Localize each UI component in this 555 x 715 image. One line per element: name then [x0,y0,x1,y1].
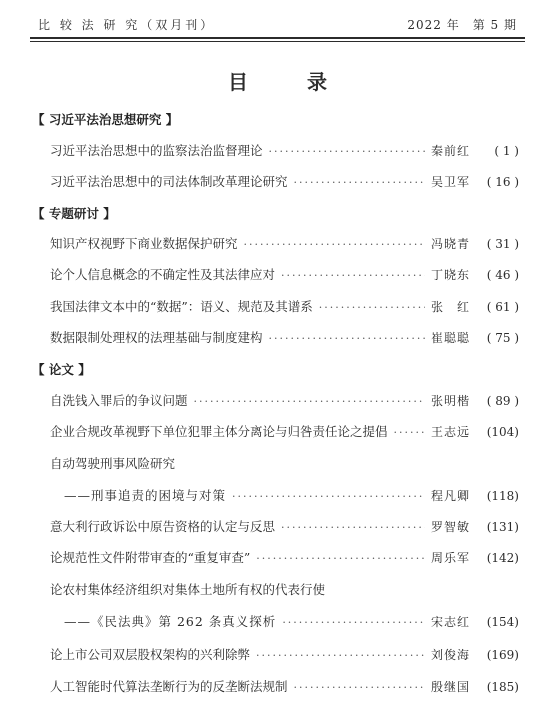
journal-name: 比 较 法 研 究（双月刊） [38,18,216,32]
section-heading: 【 论文 】 [32,362,91,377]
entry-page: ( 16 ) [486,175,519,189]
dot-leader [394,426,425,439]
entry-page: ( 1 ) [494,144,519,158]
dot-leader [232,490,425,503]
entry-author: 刘俊海 [431,648,471,662]
entry-title: 自洗钱入罪后的争议问题 [50,393,188,408]
dot-leader [294,176,425,189]
entry-page: ( 89 ) [486,394,519,408]
entry-author: 王志远 [431,425,471,439]
dot-leader [281,521,425,534]
dot-leader [294,681,425,694]
entry-page: (154) [486,615,519,629]
toc-entry[interactable] [50,645,519,663]
entry-page: (185) [486,680,519,694]
entry-author: 张 红 [431,300,471,314]
page-title: 目 录 [228,70,353,94]
entry-page: (142) [486,551,519,565]
header-rule-thick [30,37,525,39]
entry-author: 吴卫军 [431,175,471,189]
entry-title: 论规范性文件附带审查的“重复审查” [50,550,251,565]
entry-author: 崔聪聪 [431,331,471,345]
entry-author: 周乐军 [431,551,471,565]
dot-leader [282,616,425,629]
entry-subtitle: ——刑事追责的困境与对策 [64,488,227,503]
entry-title: 习近平法治思想中的监察法治监督理论 [50,143,263,158]
toc-entry[interactable] [50,297,519,315]
entry-title: 习近平法治思想中的司法体制改革理论研究 [50,174,288,189]
toc-entry[interactable] [50,234,519,252]
dot-leader [269,332,425,345]
entry-page: ( 46 ) [486,268,519,282]
entry-subtitle: ——《民法典》第 262 条真义探析 [64,614,277,629]
entry-page: ( 61 ) [486,300,519,314]
toc-entry[interactable] [50,141,519,159]
entry-page: (169) [486,648,519,662]
entry-main-title[interactable]: 自动驾驶刑事风险研究 [50,456,176,471]
entry-title: 论个人信息概念的不确定性及其法律应对 [50,267,276,282]
toc-entry[interactable] [64,612,519,630]
entry-title: 数据限制处理权的法理基础与制度建构 [50,330,263,345]
toc-entry[interactable] [50,265,519,283]
entry-title: 人工智能时代算法垄断行为的反垄断法规制 [50,679,288,694]
toc-entry[interactable] [50,422,519,440]
dot-leader [269,145,425,158]
entry-title: 知识产权视野下商业数据保护研究 [50,236,238,251]
section-heading: 【 专题研讨 】 [32,206,116,221]
entry-main-title[interactable]: 论农村集体经济组织对集体土地所有权的代表行使 [50,582,326,597]
entry-author: 冯晓青 [431,237,471,251]
entry-page: ( 31 ) [486,237,519,251]
toc-entry[interactable] [50,677,519,695]
header-rule-thin [30,41,525,42]
dot-leader [319,301,425,314]
entry-page: (131) [486,520,519,534]
toc-entry[interactable] [64,486,519,504]
dot-leader [194,395,425,408]
entry-author: 罗智敏 [431,520,471,534]
entry-title: 意大利行政诉讼中原告资格的认定与反思 [50,519,276,534]
dot-leader [244,238,425,251]
toc-entry[interactable] [50,172,519,190]
issue-number: 2022 年 第 5 期 [407,18,517,32]
entry-author: 宋志红 [431,615,471,629]
toc-entry[interactable] [50,517,519,535]
dot-leader [256,552,425,565]
dot-leader [256,649,425,662]
entry-author: 张明楷 [431,394,471,408]
toc-entry[interactable] [50,391,519,409]
entry-author: 秦前红 [431,144,471,158]
entry-author: 丁晓东 [431,268,471,282]
dot-leader [281,269,425,282]
entry-author: 殷继国 [431,680,471,694]
entry-page: (118) [486,489,519,503]
entry-title: 企业合规改革视野下单位犯罪主体分离论与归咎责任论之提倡 [50,424,388,439]
running-head [38,14,517,34]
section-heading: 【 习近平法治思想研究 】 [32,112,179,127]
toc-entry[interactable] [50,328,519,346]
toc-entry[interactable] [50,548,519,566]
entry-author: 程凡卿 [431,489,471,503]
entry-page: (104) [486,425,519,439]
entry-title: 论上市公司双层股权架构的兴利除弊 [50,647,251,662]
entry-page: ( 75 ) [486,331,519,345]
entry-title: 我国法律文本中的“数据”：语义、规范及其谱系 [50,299,313,314]
